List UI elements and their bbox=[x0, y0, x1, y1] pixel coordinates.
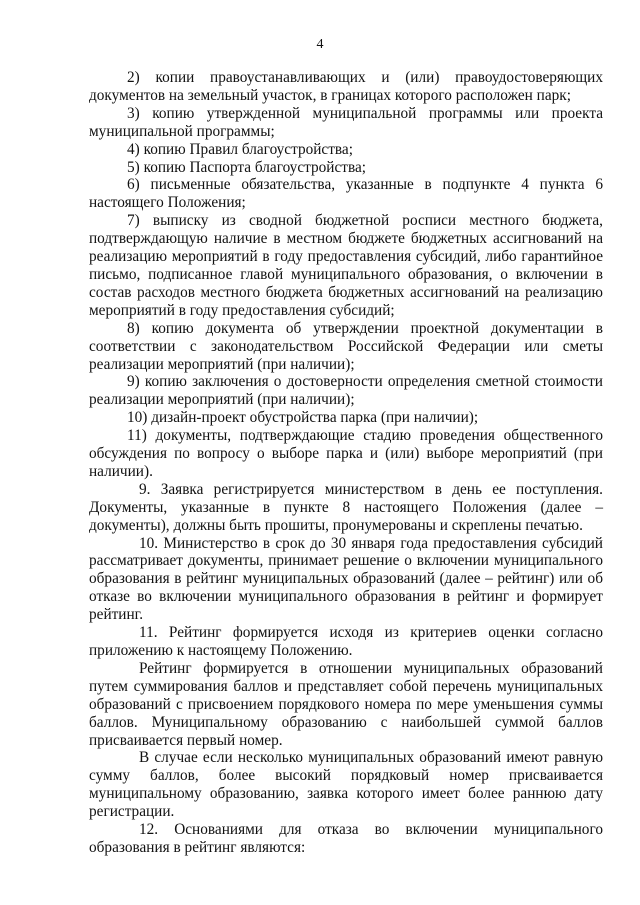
item-5-improvement-passport: 5) копию Паспорта благоустройства; bbox=[127, 158, 366, 176]
item-3-municipal-program: 3) копию утвержденной муниципальной программы или проекта муниципальной программы; bbox=[89, 104, 603, 140]
item-2-land-documents: 2) копии правоустанавливающих и (или) правоудостоверяющих документов на земельный участок, в границах которого расположен парк; bbox=[89, 69, 603, 104]
clause-12-refusal-grounds: 12. Основаниями для отказа во включении муниципального образования в рейтинг являются: bbox=[89, 821, 603, 856]
clause-10-ministry-review: 10. Министерство в срок до 30 января года предоставления субсидий рассматривает документы, принимает решение о включении муниципального образования в рейтинг муниципальных образований (далее – рейтинг) или об отказе во включении муниципального образования в рейтинг и формирует рейтинг. bbox=[89, 534, 603, 624]
item-4-improvement-rules: 4) копию Правил благоустройства; bbox=[127, 140, 353, 158]
item-6-written-obligations: 6) письменные обязательства, указанные в подпункте 4 пункта 6 настоящего Положения; bbox=[89, 176, 603, 212]
item-9-cost-estimate-conclusion: 9) копию заключения о достоверности определения сметной стоимости реализации мероприятий (при наличии); bbox=[89, 373, 603, 409]
item-11-public-discussion-documents: 11) документы, подтверждающие стадию проведения общественного обсуждения по вопросу о выборе парка и (или) выборе мероприятий (при наличии). bbox=[89, 427, 603, 480]
equal-score-paragraph: В случае если несколько муниципальных образований имеют равную сумму баллов, более высокий порядковый номер присваивается муниципальному образованию, заявка которого имеет более раннюю дату регистрации. bbox=[89, 749, 603, 821]
rating-formation-paragraph: Рейтинг формируется в отношении муниципальных образований путем суммирования баллов и представляет собой перечень муниципальных образований с присвоением порядкового номера по мере уменьшения суммы баллов. Муниципальному образованию с наибольшей суммой баллов присваивается первый номер. bbox=[89, 659, 603, 749]
item-10-design-project: 10) дизайн-проект обустройства парка (при наличии); bbox=[127, 409, 479, 427]
clause-9-application-registration: 9. Заявка регистрируется министерством в день ее поступления. Документы, указанные в пункте 8 настоящего Положения (далее – документы), должны быть прошиты, пронумерованы и скреплены печатью. bbox=[89, 480, 603, 534]
item-7-budget-extract: 7) выписку из сводной бюджетной росписи местного бюджета, подтверждающую наличие в местном бюджете бюджетных ассигнований на реализацию мероприятий в году предоставления субсидий, либо гарантийное письмо, подписанное главой муниципального образования, о включении в состав расходов местного бюджета бюджетных ассигнований на реализацию мероприятий в году предоставления субсидий; bbox=[89, 212, 603, 319]
clause-11-rating-criteria: 11. Рейтинг формируется исходя из критериев оценки согласно приложению к настоящему Положению. bbox=[89, 624, 603, 659]
item-8-project-documentation: 8) копию документа об утверждении проектной документации в соответствии с законодательством Российской Федерации или сметы реализации мероприятий (при наличии); bbox=[89, 319, 603, 373]
page-number: 4 bbox=[316, 37, 324, 52]
document-body bbox=[89, 69, 603, 857]
